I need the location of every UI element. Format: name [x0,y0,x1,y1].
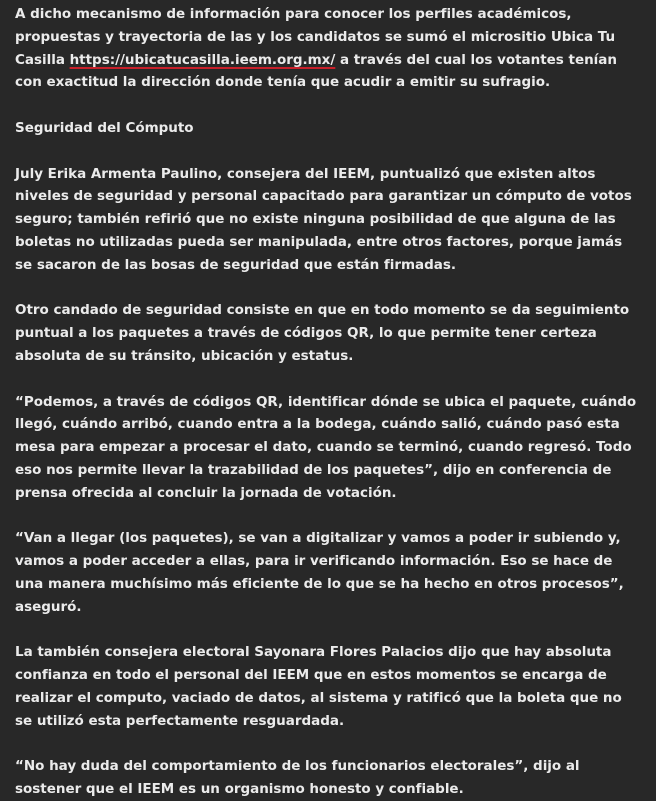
paragraph-qr-tracking: Otro candado de seguridad consiste en que en todo momento se da seguimiento puntual a los paquetes a través de códigos QR, lo que permite tener certeza absoluta de su tránsito, ubicación y estatus. [15,302,630,364]
paragraph-digitalization-quote: “Van a llegar (los paquetes), se van a digitalizar y vamos a poder ir subiendo y, vamos a poder acceder a ellas, para ir verificando información. Eso se hace de una manera muchísimo más eficiente de lo que se ha hecho en otros procesos”, aseguró. [15,530,624,615]
ubica-tu-casilla-link[interactable]: https://ubicatucasilla.ieem.org.mx/ [69,51,336,68]
paragraph-flores-palacios: La también consejera electoral Sayonara Flores Palacios dijo que hay absoluta confianza en todo el personal del IEEM que en estos momentos se encarga de realizar el computo, vaciado de datos, al sistema y ratificó que la boleta que no se utilizó esta perfectamente resguardada. [15,644,622,729]
intro-text-after: a través del cual los votantes tenían con exactitud la dirección donde tenía que acudir a emitir su sufragio. [15,51,617,91]
intro-paragraph [15,3,641,94]
intro-text-before: A dicho mecanismo de información para conocer los perfiles académicos, propuestas y trayectoria de las y los candidatos se sumó el micrositio Ubica Tu Casilla [15,6,616,68]
paragraph-armenta-security: July Erika Armenta Paulino, consejera del IEEM, puntualizó que existen altos niveles de seguridad y personal capacitado para garantizar un cómputo de votos seguro; también refirió que no existe ninguna posibilidad de que alguna de las boletas no utilizadas pueda ser manipulada, entre otros factores, porque jamás se sacaron de las bosas de seguridad que están firmadas. [15,165,632,273]
section-subheading: Seguridad del Cómputo [15,119,194,136]
paragraph-qr-quote: “Podemos, a través de códigos QR, identificar dónde se ubica el paquete, cuándo llegó, cuándo arribó, cuando entra a la bodega, cuándo salió, cuándo pasó esta mesa para empezar a procesar el dato, cuando se terminó, cuando regresó. Todo eso nos permite llevar la trazabilidad de los paquetes”, dijo en conferencia de prensa ofrecida al concluir la jornada de votación. [15,393,637,501]
paragraph-closing-quote: “No hay duda del comportamiento de los funcionarios electorales”, dijo al sostener que el IEEM es un organismo honesto y confiable. [15,758,580,798]
